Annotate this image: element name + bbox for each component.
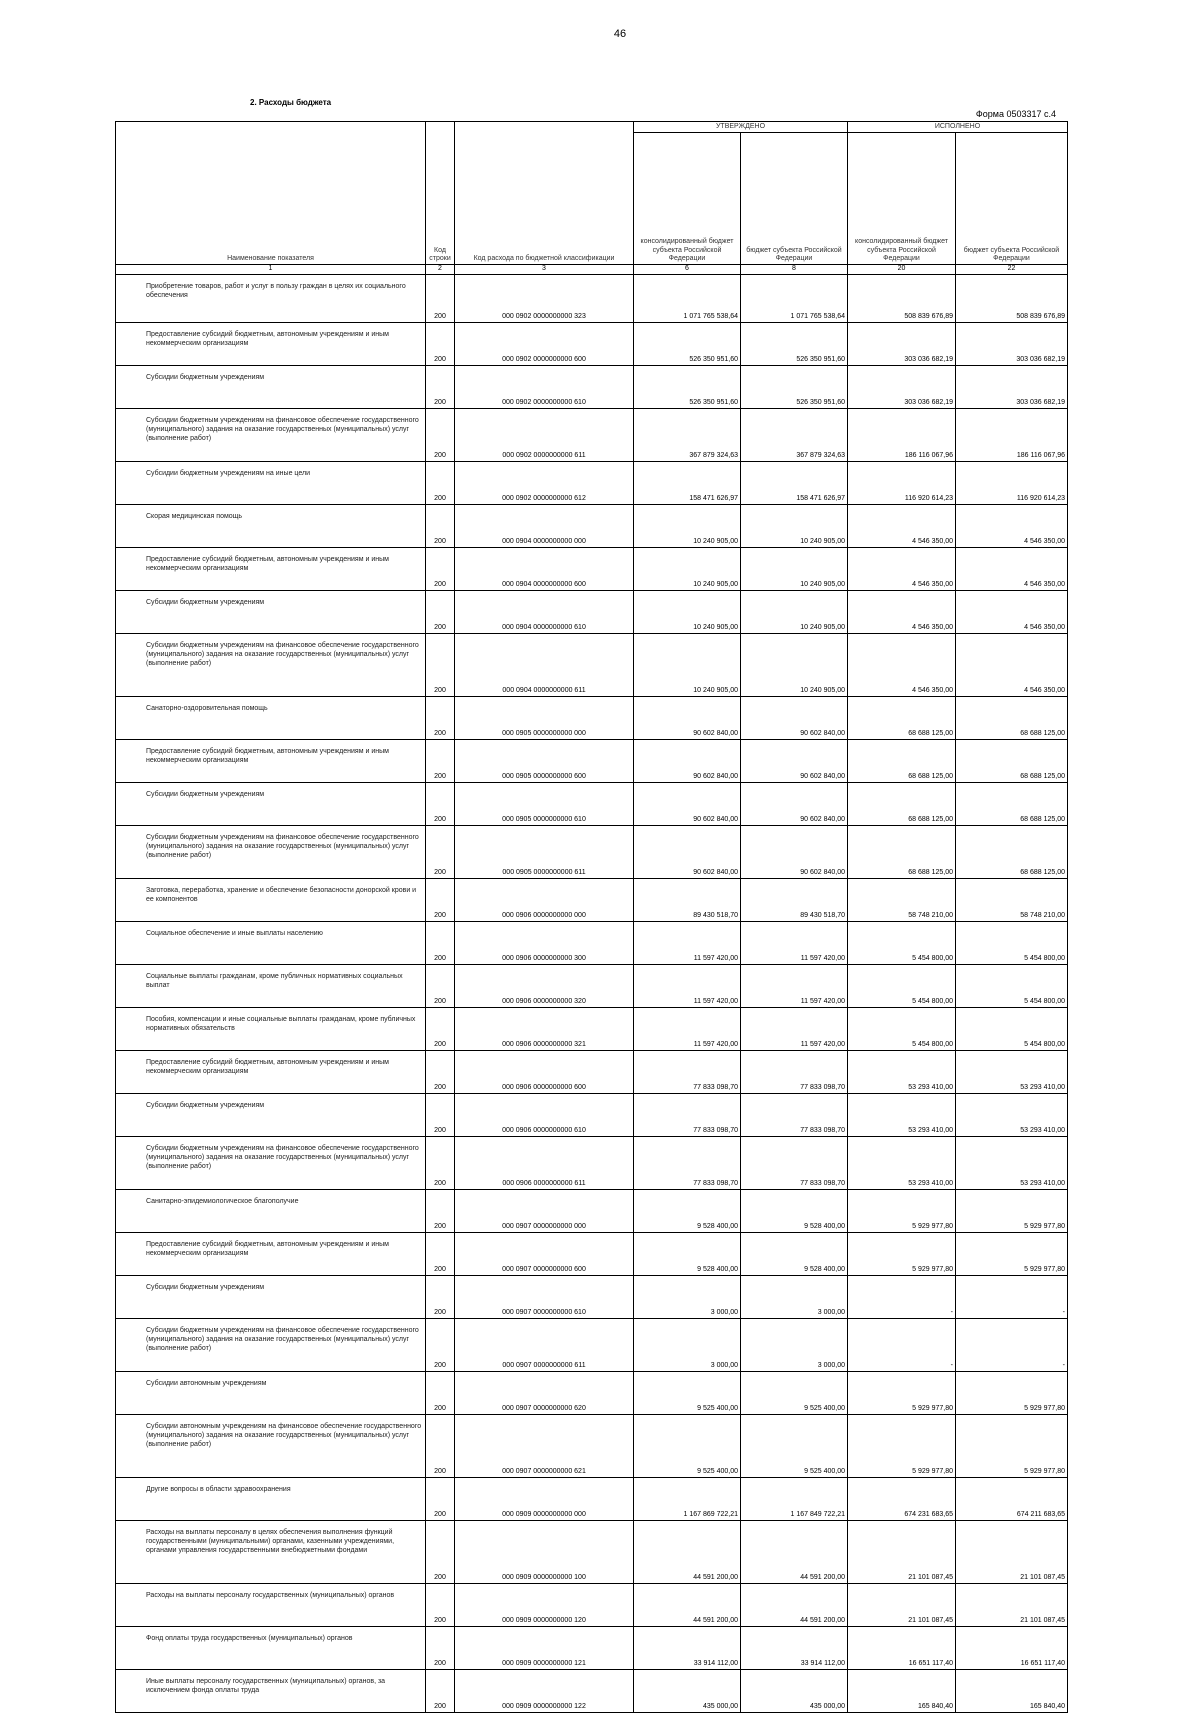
row-approved-consolidated: 1 167 869 722,21 <box>634 1478 741 1521</box>
row-approved-consolidated: 44 591 200,00 <box>634 1521 741 1584</box>
row-executed-consolidated: 5 454 800,00 <box>848 922 956 965</box>
row-kbk: 000 0905 0000000000 000 <box>455 697 634 740</box>
table-row <box>116 1233 1068 1276</box>
row-name: Заготовка, переработка, хранение и обеспечение безопасности донорской крови и ее компонентов <box>116 879 426 922</box>
row-name: Приобретение товаров, работ и услуг в пользу граждан в целях их социального обеспечения <box>116 275 426 323</box>
row-approved-subject: 9 525 400,00 <box>741 1415 848 1478</box>
row-code: 200 <box>426 1137 455 1190</box>
row-code: 200 <box>426 634 455 697</box>
row-approved-consolidated: 90 602 840,00 <box>634 697 741 740</box>
budget-table <box>115 121 1068 1713</box>
row-approved-consolidated: 1 071 765 538,64 <box>634 275 741 323</box>
row-name: Фонд оплаты труда государственных (муниципальных) органов <box>116 1627 426 1670</box>
row-name: Субсидии бюджетным учреждениям <box>116 1094 426 1137</box>
row-approved-subject: 3 000,00 <box>741 1276 848 1319</box>
table-row <box>116 591 1068 634</box>
row-name: Субсидии бюджетным учреждениям на финансовое обеспечение государственного (муниципального) задания на оказание государственных (муниципальных) услуг (выполнение работ) <box>116 1137 426 1190</box>
row-approved-subject: 33 914 112,00 <box>741 1627 848 1670</box>
header-executed-consolidated: консолидированный бюджет субъекта Российской Федерации <box>848 133 956 265</box>
column-number: 20 <box>848 265 956 275</box>
row-name: Расходы на выплаты персоналу государственных (муниципальных) органов <box>116 1584 426 1627</box>
row-code: 200 <box>426 826 455 879</box>
row-approved-subject: 158 471 626,97 <box>741 462 848 505</box>
row-code: 200 <box>426 1584 455 1627</box>
row-approved-consolidated: 9 528 400,00 <box>634 1190 741 1233</box>
table-row <box>116 1276 1068 1319</box>
row-approved-subject: 90 602 840,00 <box>741 826 848 879</box>
row-executed-subject: 53 293 410,00 <box>956 1094 1068 1137</box>
row-executed-subject: 58 748 210,00 <box>956 879 1068 922</box>
row-kbk: 000 0902 0000000000 611 <box>455 409 634 462</box>
row-code: 200 <box>426 1276 455 1319</box>
row-executed-subject: 21 101 087,45 <box>956 1584 1068 1627</box>
row-approved-consolidated: 10 240 905,00 <box>634 591 741 634</box>
row-executed-consolidated: 68 688 125,00 <box>848 697 956 740</box>
table-row <box>116 1008 1068 1051</box>
row-executed-consolidated: 21 101 087,45 <box>848 1521 956 1584</box>
row-approved-subject: 435 000,00 <box>741 1670 848 1713</box>
row-kbk: 000 0904 0000000000 611 <box>455 634 634 697</box>
column-number: 1 <box>116 265 426 275</box>
row-code: 200 <box>426 409 455 462</box>
column-number: 8 <box>741 265 848 275</box>
table-row <box>116 366 1068 409</box>
row-approved-consolidated: 435 000,00 <box>634 1670 741 1713</box>
row-executed-subject: 53 293 410,00 <box>956 1137 1068 1190</box>
row-kbk: 000 0902 0000000000 323 <box>455 275 634 323</box>
row-executed-subject: 5 929 977,80 <box>956 1372 1068 1415</box>
row-code: 200 <box>426 1094 455 1137</box>
row-executed-subject: 5 454 800,00 <box>956 965 1068 1008</box>
row-name: Социальное обеспечение и иные выплаты населению <box>116 922 426 965</box>
column-number: 6 <box>634 265 741 275</box>
header-kbk: Код расхода по бюджетной классификации <box>455 122 634 265</box>
row-approved-subject: 77 833 098,70 <box>741 1094 848 1137</box>
row-kbk: 000 0906 0000000000 000 <box>455 879 634 922</box>
row-kbk: 000 0907 0000000000 621 <box>455 1415 634 1478</box>
row-approved-consolidated: 90 602 840,00 <box>634 826 741 879</box>
row-approved-consolidated: 9 525 400,00 <box>634 1372 741 1415</box>
table-row <box>116 462 1068 505</box>
table-row <box>116 697 1068 740</box>
row-approved-subject: 9 528 400,00 <box>741 1190 848 1233</box>
row-name: Субсидии бюджетным учреждениям на финансовое обеспечение государственного (муниципального) задания на оказание государственных (муниципальных) услуг (выполнение работ) <box>116 409 426 462</box>
row-kbk: 000 0909 0000000000 000 <box>455 1478 634 1521</box>
row-executed-subject: 21 101 087,45 <box>956 1521 1068 1584</box>
table-row <box>116 548 1068 591</box>
row-name: Субсидии бюджетным учреждениям <box>116 591 426 634</box>
row-executed-subject: 4 546 350,00 <box>956 591 1068 634</box>
row-approved-subject: 526 350 951,60 <box>741 366 848 409</box>
row-kbk: 000 0905 0000000000 610 <box>455 783 634 826</box>
row-approved-subject: 1 167 849 722,21 <box>741 1478 848 1521</box>
row-approved-subject: 89 430 518,70 <box>741 879 848 922</box>
row-approved-subject: 90 602 840,00 <box>741 697 848 740</box>
header-executed: ИСПОЛНЕНО <box>848 122 1068 133</box>
row-approved-subject: 11 597 420,00 <box>741 922 848 965</box>
row-approved-consolidated: 77 833 098,70 <box>634 1094 741 1137</box>
table-row <box>116 1137 1068 1190</box>
row-approved-consolidated: 77 833 098,70 <box>634 1137 741 1190</box>
row-kbk: 000 0907 0000000000 600 <box>455 1233 634 1276</box>
column-number: 3 <box>455 265 634 275</box>
row-code: 200 <box>426 879 455 922</box>
row-approved-consolidated: 9 528 400,00 <box>634 1233 741 1276</box>
row-approved-subject: 9 525 400,00 <box>741 1372 848 1415</box>
row-executed-consolidated: 5 929 977,80 <box>848 1190 956 1233</box>
row-executed-consolidated: - <box>848 1276 956 1319</box>
row-approved-consolidated: 158 471 626,97 <box>634 462 741 505</box>
row-approved-subject: 10 240 905,00 <box>741 591 848 634</box>
row-executed-subject: 303 036 682,19 <box>956 323 1068 366</box>
header-approved-consolidated: консолидированный бюджет субъекта Российской Федерации <box>634 133 741 265</box>
column-numbers-row <box>116 265 1068 275</box>
row-kbk: 000 0906 0000000000 611 <box>455 1137 634 1190</box>
row-code: 200 <box>426 505 455 548</box>
row-approved-consolidated: 11 597 420,00 <box>634 1008 741 1051</box>
row-name: Санитарно-эпидемиологическое благополучие <box>116 1190 426 1233</box>
table-row <box>116 1372 1068 1415</box>
row-executed-subject: 68 688 125,00 <box>956 783 1068 826</box>
row-code: 200 <box>426 1670 455 1713</box>
row-executed-consolidated: 4 546 350,00 <box>848 591 956 634</box>
row-kbk: 000 0909 0000000000 100 <box>455 1521 634 1584</box>
row-approved-subject: 367 879 324,63 <box>741 409 848 462</box>
row-executed-subject: 186 116 067,96 <box>956 409 1068 462</box>
row-executed-subject: 5 929 977,80 <box>956 1233 1068 1276</box>
row-approved-consolidated: 10 240 905,00 <box>634 548 741 591</box>
row-executed-consolidated: 16 651 117,40 <box>848 1627 956 1670</box>
row-kbk: 000 0907 0000000000 610 <box>455 1276 634 1319</box>
row-name: Другие вопросы в области здравоохранения <box>116 1478 426 1521</box>
row-code: 200 <box>426 1415 455 1478</box>
row-approved-consolidated: 44 591 200,00 <box>634 1584 741 1627</box>
page-number: 46 <box>613 28 627 40</box>
row-executed-subject: 5 929 977,80 <box>956 1190 1068 1233</box>
table-body <box>116 275 1068 1713</box>
row-executed-consolidated: 5 929 977,80 <box>848 1415 956 1478</box>
header-approved: УТВЕРЖДЕНО <box>634 122 848 133</box>
row-approved-subject: 10 240 905,00 <box>741 548 848 591</box>
row-approved-consolidated: 10 240 905,00 <box>634 634 741 697</box>
row-executed-consolidated: 508 839 676,89 <box>848 275 956 323</box>
row-executed-consolidated: 68 688 125,00 <box>848 826 956 879</box>
table-row <box>116 879 1068 922</box>
row-kbk: 000 0906 0000000000 320 <box>455 965 634 1008</box>
row-name: Предоставление субсидий бюджетным, автономным учреждениям и иным некоммерческим организациям <box>116 1051 426 1094</box>
row-code: 200 <box>426 1233 455 1276</box>
row-code: 200 <box>426 1319 455 1372</box>
row-executed-subject: 508 839 676,89 <box>956 275 1068 323</box>
row-executed-consolidated: 186 116 067,96 <box>848 409 956 462</box>
row-kbk: 000 0904 0000000000 610 <box>455 591 634 634</box>
row-executed-consolidated: 53 293 410,00 <box>848 1094 956 1137</box>
row-executed-subject: 303 036 682,19 <box>956 366 1068 409</box>
header-code: Код строки <box>426 122 455 265</box>
table-row <box>116 1670 1068 1713</box>
row-executed-subject: 5 929 977,80 <box>956 1415 1068 1478</box>
row-executed-consolidated: 4 546 350,00 <box>848 634 956 697</box>
table-row <box>116 1521 1068 1584</box>
row-approved-subject: 10 240 905,00 <box>741 634 848 697</box>
table-row <box>116 783 1068 826</box>
table-row <box>116 1319 1068 1372</box>
row-kbk: 000 0909 0000000000 122 <box>455 1670 634 1713</box>
row-approved-consolidated: 77 833 098,70 <box>634 1051 741 1094</box>
row-approved-consolidated: 90 602 840,00 <box>634 783 741 826</box>
row-name: Скорая медицинская помощь <box>116 505 426 548</box>
row-executed-subject: 4 546 350,00 <box>956 505 1068 548</box>
row-name: Субсидии автономным учреждениям на финансовое обеспечение государственного (муниципального) задания на оказание государственных (муниципальных) услуг (выполнение работ) <box>116 1415 426 1478</box>
row-kbk: 000 0902 0000000000 600 <box>455 323 634 366</box>
row-kbk: 000 0905 0000000000 611 <box>455 826 634 879</box>
row-executed-subject: 165 840,40 <box>956 1670 1068 1713</box>
table-row <box>116 1094 1068 1137</box>
row-approved-subject: 44 591 200,00 <box>741 1521 848 1584</box>
row-executed-consolidated: 5 929 977,80 <box>848 1372 956 1415</box>
column-number: 22 <box>956 265 1068 275</box>
row-name: Субсидии бюджетным учреждениям <box>116 1276 426 1319</box>
table-row <box>116 634 1068 697</box>
row-code: 200 <box>426 1190 455 1233</box>
row-approved-consolidated: 11 597 420,00 <box>634 922 741 965</box>
row-executed-subject: 68 688 125,00 <box>956 740 1068 783</box>
row-approved-subject: 10 240 905,00 <box>741 505 848 548</box>
table-row <box>116 965 1068 1008</box>
row-kbk: 000 0906 0000000000 321 <box>455 1008 634 1051</box>
row-approved-subject: 77 833 098,70 <box>741 1137 848 1190</box>
row-name: Предоставление субсидий бюджетным, автономным учреждениям и иным некоммерческим организациям <box>116 740 426 783</box>
row-approved-subject: 90 602 840,00 <box>741 783 848 826</box>
row-executed-consolidated: 53 293 410,00 <box>848 1051 956 1094</box>
row-code: 200 <box>426 1521 455 1584</box>
row-kbk: 000 0905 0000000000 600 <box>455 740 634 783</box>
row-approved-subject: 9 528 400,00 <box>741 1233 848 1276</box>
row-name: Предоставление субсидий бюджетным, автономным учреждениям и иным некоммерческим организациям <box>116 1233 426 1276</box>
row-code: 200 <box>426 462 455 505</box>
row-code: 200 <box>426 1008 455 1051</box>
header-executed-subject: бюджет субъекта Российской Федерации <box>956 133 1068 265</box>
row-name: Субсидии бюджетным учреждениям <box>116 783 426 826</box>
row-approved-subject: 1 071 765 538,64 <box>741 275 848 323</box>
row-code: 200 <box>426 366 455 409</box>
row-kbk: 000 0902 0000000000 610 <box>455 366 634 409</box>
table-row <box>116 826 1068 879</box>
row-executed-consolidated: - <box>848 1319 956 1372</box>
row-approved-consolidated: 3 000,00 <box>634 1276 741 1319</box>
row-code: 200 <box>426 697 455 740</box>
column-number: 2 <box>426 265 455 275</box>
row-kbk: 000 0904 0000000000 000 <box>455 505 634 548</box>
row-name: Субсидии бюджетным учреждениям на финансовое обеспечение государственного (муниципального) задания на оказание государственных (муниципальных) услуг (выполнение работ) <box>116 826 426 879</box>
row-executed-subject: 4 546 350,00 <box>956 634 1068 697</box>
row-executed-subject: - <box>956 1319 1068 1372</box>
row-executed-consolidated: 4 546 350,00 <box>848 548 956 591</box>
row-name: Субсидии бюджетным учреждениям <box>116 366 426 409</box>
row-approved-subject: 77 833 098,70 <box>741 1051 848 1094</box>
row-approved-consolidated: 526 350 951,60 <box>634 366 741 409</box>
row-approved-consolidated: 90 602 840,00 <box>634 740 741 783</box>
row-kbk: 000 0902 0000000000 612 <box>455 462 634 505</box>
row-executed-subject: 68 688 125,00 <box>956 826 1068 879</box>
table-row <box>116 922 1068 965</box>
row-code: 200 <box>426 591 455 634</box>
row-name: Социальные выплаты гражданам, кроме публичных нормативных социальных выплат <box>116 965 426 1008</box>
header-name: Наименование показателя <box>116 122 426 265</box>
row-kbk: 000 0904 0000000000 600 <box>455 548 634 591</box>
row-code: 200 <box>426 922 455 965</box>
row-code: 200 <box>426 783 455 826</box>
row-name: Субсидии бюджетным учреждениям на финансовое обеспечение государственного (муниципального) задания на оказание государственных (муниципальных) услуг (выполнение работ) <box>116 634 426 697</box>
row-executed-consolidated: 5 454 800,00 <box>848 1008 956 1051</box>
row-executed-consolidated: 53 293 410,00 <box>848 1137 956 1190</box>
row-executed-subject: 4 546 350,00 <box>956 548 1068 591</box>
row-approved-subject: 11 597 420,00 <box>741 1008 848 1051</box>
row-executed-consolidated: 674 231 683,65 <box>848 1478 956 1521</box>
row-approved-subject: 526 350 951,60 <box>741 323 848 366</box>
row-code: 200 <box>426 1478 455 1521</box>
row-executed-subject: 674 211 683,65 <box>956 1478 1068 1521</box>
row-executed-subject: 5 454 800,00 <box>956 922 1068 965</box>
row-executed-consolidated: 4 546 350,00 <box>848 505 956 548</box>
row-executed-consolidated: 68 688 125,00 <box>848 740 956 783</box>
table-row <box>116 1627 1068 1670</box>
row-name: Расходы на выплаты персоналу в целях обеспечения выполнения функций государственными (муниципальными) органами, казенными учреждениями, органами управления государственными внебюджетными фондами <box>116 1521 426 1584</box>
table-row <box>116 505 1068 548</box>
row-kbk: 000 0906 0000000000 600 <box>455 1051 634 1094</box>
row-name: Санаторно-оздоровительная помощь <box>116 697 426 740</box>
table-row <box>116 1415 1068 1478</box>
row-executed-consolidated: 21 101 087,45 <box>848 1584 956 1627</box>
row-approved-consolidated: 11 597 420,00 <box>634 965 741 1008</box>
row-executed-consolidated: 5 454 800,00 <box>848 965 956 1008</box>
table-row <box>116 323 1068 366</box>
row-executed-subject: - <box>956 1276 1068 1319</box>
table-row <box>116 1478 1068 1521</box>
row-code: 200 <box>426 1051 455 1094</box>
row-executed-consolidated: 303 036 682,19 <box>848 366 956 409</box>
row-code: 200 <box>426 548 455 591</box>
row-approved-consolidated: 33 914 112,00 <box>634 1627 741 1670</box>
row-code: 200 <box>426 740 455 783</box>
row-kbk: 000 0906 0000000000 610 <box>455 1094 634 1137</box>
table-row <box>116 1584 1068 1627</box>
row-approved-consolidated: 526 350 951,60 <box>634 323 741 366</box>
row-approved-subject: 44 591 200,00 <box>741 1584 848 1627</box>
row-name: Субсидии бюджетным учреждениям на финансовое обеспечение государственного (муниципального) задания на оказание государственных (муниципальных) услуг (выполнение работ) <box>116 1319 426 1372</box>
row-executed-consolidated: 5 929 977,80 <box>848 1233 956 1276</box>
row-name: Иные выплаты персоналу государственных (муниципальных) органов, за исключением фонда оплаты труда <box>116 1670 426 1713</box>
row-code: 200 <box>426 1372 455 1415</box>
table-row <box>116 740 1068 783</box>
row-executed-consolidated: 116 920 614,23 <box>848 462 956 505</box>
row-kbk: 000 0909 0000000000 120 <box>455 1584 634 1627</box>
row-executed-subject: 53 293 410,00 <box>956 1051 1068 1094</box>
row-name: Субсидии автономным учреждениям <box>116 1372 426 1415</box>
row-code: 200 <box>426 965 455 1008</box>
row-executed-consolidated: 58 748 210,00 <box>848 879 956 922</box>
row-approved-consolidated: 89 430 518,70 <box>634 879 741 922</box>
row-approved-consolidated: 367 879 324,63 <box>634 409 741 462</box>
table-row <box>116 409 1068 462</box>
row-kbk: 000 0907 0000000000 620 <box>455 1372 634 1415</box>
row-approved-consolidated: 3 000,00 <box>634 1319 741 1372</box>
row-approved-subject: 11 597 420,00 <box>741 965 848 1008</box>
row-kbk: 000 0907 0000000000 611 <box>455 1319 634 1372</box>
row-executed-consolidated: 165 840,40 <box>848 1670 956 1713</box>
table-row <box>116 1051 1068 1094</box>
table-row <box>116 1190 1068 1233</box>
row-kbk: 000 0909 0000000000 121 <box>455 1627 634 1670</box>
row-executed-subject: 68 688 125,00 <box>956 697 1068 740</box>
row-approved-subject: 90 602 840,00 <box>741 740 848 783</box>
row-code: 200 <box>426 323 455 366</box>
row-executed-consolidated: 303 036 682,19 <box>848 323 956 366</box>
row-executed-subject: 16 651 117,40 <box>956 1627 1068 1670</box>
form-label: Форма 0503317 с.4 <box>975 109 1056 119</box>
row-kbk: 000 0907 0000000000 000 <box>455 1190 634 1233</box>
row-name: Пособия, компенсации и иные социальные выплаты гражданам, кроме публичных нормативных обязательств <box>116 1008 426 1051</box>
row-kbk: 000 0906 0000000000 300 <box>455 922 634 965</box>
row-name: Предоставление субсидий бюджетным, автономным учреждениям и иным некоммерческим организациям <box>116 548 426 591</box>
row-executed-subject: 5 454 800,00 <box>956 1008 1068 1051</box>
row-approved-consolidated: 9 525 400,00 <box>634 1415 741 1478</box>
row-code: 200 <box>426 1627 455 1670</box>
row-approved-consolidated: 10 240 905,00 <box>634 505 741 548</box>
section-title: 2. Расходы бюджета <box>250 98 332 107</box>
row-name: Субсидии бюджетным учреждениям на иные цели <box>116 462 426 505</box>
row-executed-subject: 116 920 614,23 <box>956 462 1068 505</box>
header-approved-subject: бюджет субъекта Российской Федерации <box>741 133 848 265</box>
row-executed-consolidated: 68 688 125,00 <box>848 783 956 826</box>
row-approved-subject: 3 000,00 <box>741 1319 848 1372</box>
row-code: 200 <box>426 275 455 323</box>
row-name: Предоставление субсидий бюджетным, автономным учреждениям и иным некоммерческим организациям <box>116 323 426 366</box>
table-row <box>116 275 1068 323</box>
